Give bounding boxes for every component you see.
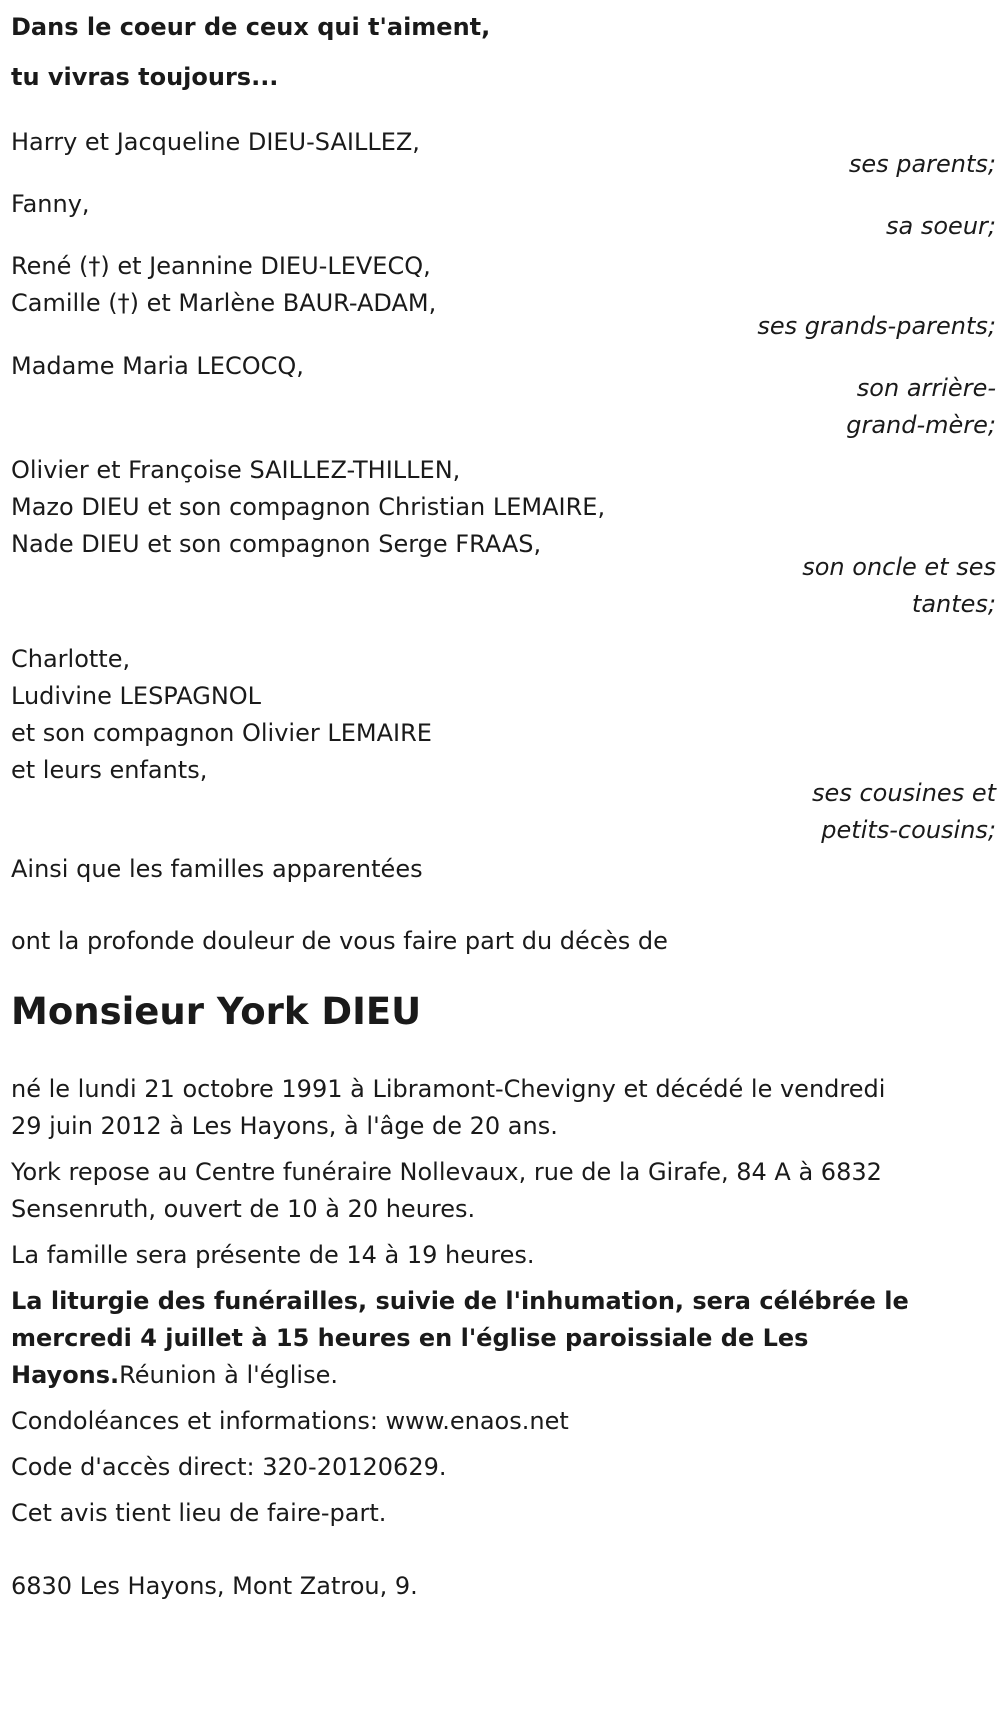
family-group-cousins bbox=[11, 641, 996, 849]
family-role: ses grands-parents; bbox=[757, 312, 996, 340]
liturgy-info bbox=[11, 1283, 911, 1394]
family-role: sa soeur; bbox=[886, 212, 996, 240]
liturgy-meeting-text: Réunion à l'église. bbox=[119, 1361, 338, 1389]
family-role: son oncle et ses bbox=[802, 553, 996, 581]
family-role: ses cousines et bbox=[812, 779, 996, 807]
access-code: Code d'accès direct: 320-20120629. bbox=[11, 1453, 447, 1481]
family-name: René (†) et Jeannine DIEU-LEVECQ, bbox=[11, 252, 431, 280]
family-name: Fanny, bbox=[11, 190, 90, 218]
family-group-great-grandmother bbox=[11, 348, 996, 444]
family-name: et son compagnon Olivier LEMAIRE bbox=[11, 719, 432, 747]
family-group-uncle-aunts bbox=[11, 452, 996, 623]
family-name: Harry et Jacqueline DIEU-SAILLEZ, bbox=[11, 128, 420, 156]
family-presence: La famille sera présente de 14 à 19 heures. bbox=[11, 1241, 535, 1269]
family-group-sister bbox=[11, 186, 996, 244]
family-name: Camille (†) et Marlène BAUR-ADAM, bbox=[11, 289, 437, 317]
epigraph bbox=[11, 0, 931, 102]
families-line: Ainsi que les familles apparentées bbox=[11, 855, 423, 883]
liturgy-bold-text: La liturgie des funérailles, suivie de l'inhumation, sera célébrée le mercredi 4 juillet à 15 heures en l'église paroissiale de Les Hayons. bbox=[11, 1287, 909, 1389]
deceased-name: Monsieur York DIEU bbox=[11, 990, 422, 1033]
family-role: petits-cousins; bbox=[821, 816, 996, 844]
family-role: ses parents; bbox=[848, 150, 996, 178]
family-name: Nade DIEU et son compagnon Serge FRAAS, bbox=[11, 530, 542, 558]
family-name: Madame Maria LECOCQ, bbox=[11, 352, 304, 380]
family-role: tantes; bbox=[911, 590, 996, 618]
rest-place-info: York repose au Centre funéraire Nollevaux, rue de la Girafe, 84 A à 6832 Sensenruth, ouvert de 10 à 20 heures. bbox=[11, 1158, 882, 1223]
epigraph-line-1: Dans le coeur de ceux qui t'aiment, bbox=[11, 13, 491, 41]
family-name: Ludivine LESPAGNOL bbox=[11, 682, 262, 710]
family-group-grandparents bbox=[11, 248, 996, 344]
family-name: Charlotte, bbox=[11, 645, 131, 673]
birth-death-info: né le lundi 21 octobre 1991 à Libramont-Chevigny et décédé le vendredi 29 juin 2012 à Les Hayons, à l'âge de 20 ans. bbox=[11, 1075, 886, 1140]
condolences-info: Condoléances et informations: www.enaos.net bbox=[11, 1407, 569, 1435]
family-name: et leurs enfants, bbox=[11, 756, 208, 784]
notice-text: Cet avis tient lieu de faire-part. bbox=[11, 1499, 387, 1527]
address: 6830 Les Hayons, Mont Zatrou, 9. bbox=[11, 1572, 418, 1600]
epigraph-line-2: tu vivras toujours... bbox=[11, 63, 279, 91]
family-name: Mazo DIEU et son compagnon Christian LEMAIRE, bbox=[11, 493, 606, 521]
family-group-parents bbox=[11, 124, 996, 182]
family-role: son arrière- bbox=[856, 374, 996, 402]
family-role: grand-mère; bbox=[846, 411, 996, 439]
family-name: Olivier et Françoise SAILLEZ-THILLEN, bbox=[11, 456, 461, 484]
announcement: ont la profonde douleur de vous faire part du décès de bbox=[11, 927, 668, 955]
